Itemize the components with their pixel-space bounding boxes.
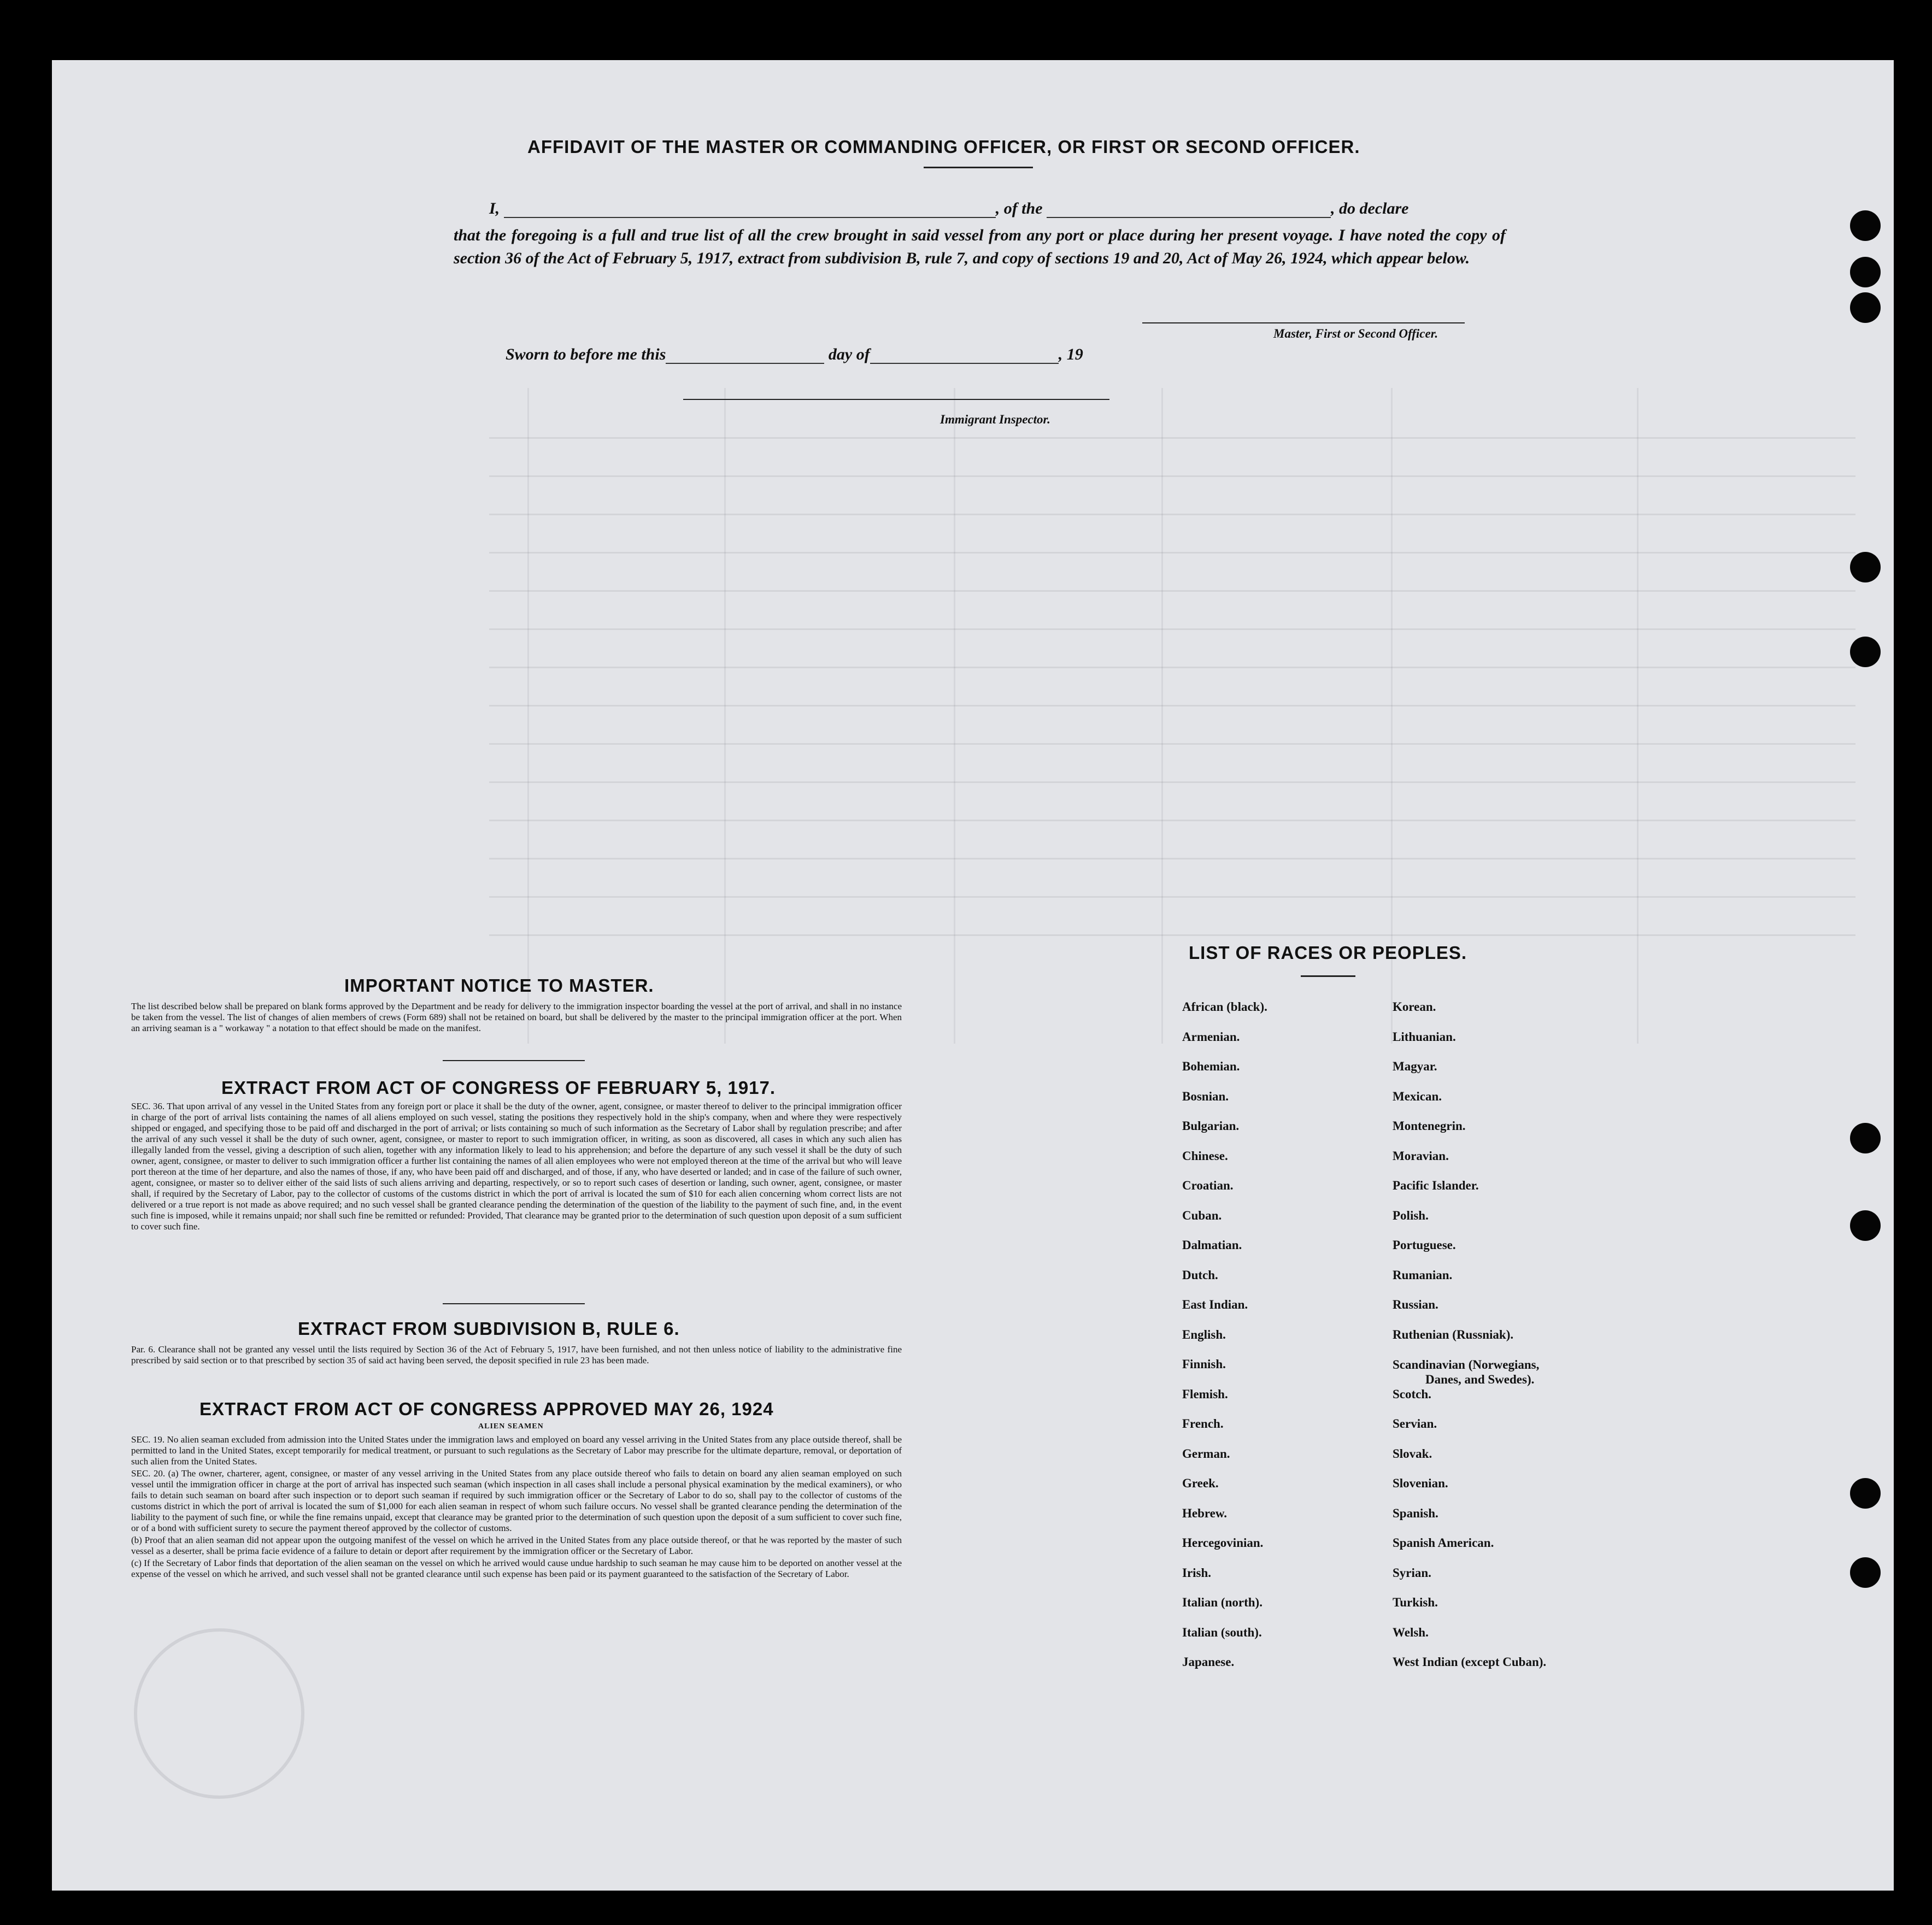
- extract-1924-subtitle: ALIEN SEAMEN: [478, 1422, 544, 1430]
- affidavit-declare-line: [489, 199, 1506, 218]
- race-item: Mexican.: [1393, 1089, 1442, 1103]
- race-item: Croatian.: [1182, 1179, 1234, 1192]
- punch-hole: [1850, 1123, 1881, 1153]
- punch-hole: [1850, 1210, 1881, 1241]
- sec-20b: (b) Proof that an alien seaman did not appear upon the outgoing manifest of the vessel on which he arrived in the United States from any place outside thereof, or that he was reported by the master of such vessel as a deserter, shall be prima facie evidence of a failure to detain or deport after requirement by the immigration officer or the Secretary of Labor.: [131, 1535, 902, 1556]
- punch-hole: [1850, 552, 1881, 582]
- affidavit-declare: , do declare: [1331, 199, 1409, 217]
- bleed-through-ghost: [52, 60, 1894, 1891]
- race-item: Greek.: [1182, 1476, 1219, 1490]
- sworn-day-of: day of: [828, 345, 870, 363]
- race-item: Irish.: [1182, 1565, 1212, 1580]
- extract-1917-title: EXTRACT FROM ACT OF CONGRESS OF FEBRUARY 5, 1917.: [221, 1078, 776, 1098]
- race-item: Syrian.: [1393, 1565, 1431, 1580]
- affidavit-title: AFFIDAVIT OF THE MASTER OR COMMANDING OFFICER, OR FIRST OR SECOND OFFICER.: [527, 137, 1360, 157]
- punch-hole: [1850, 210, 1881, 241]
- race-item: Bulgarian.: [1182, 1119, 1240, 1133]
- race-item: Slovenian.: [1393, 1476, 1448, 1490]
- sec-20a: SEC. 20. (a) The owner, charterer, agent, consignee, or master of any vessel arriving in the United States from any place outside thereof who fails to detain on board any alien seaman employed on such vessel until the immigration officer in charge at the port of arrival has inspected such seaman (which inspection in all cases shall include a personal physical examination by the medical examiners), or who fails to detain such seaman on board after such inspection or to deport such seaman if required by such immigration officer or the Secretary of Labor to do so, shall pay to the collector of customs of the customs district in which the port of arrival is located the sum of $1,000 for each alien seaman in respect of whom such failure occurs. No vessel shall be granted clearance pending the determination of the liability to the payment of such fine, or while the fine remains unpaid, except that clearance may be granted prior to the determination of such question upon the deposit of a sum sufficient to cover such fine, or of a bond with sufficient surety to secure the payment thereof approved by the collector of customs.: [131, 1468, 902, 1533]
- race-item: Slovak.: [1393, 1446, 1432, 1461]
- punch-hole: [1850, 1557, 1881, 1588]
- race-item: Russian.: [1393, 1298, 1438, 1311]
- extract-1924-text: [131, 1434, 902, 1581]
- master-signature-line: [1142, 322, 1465, 323]
- race-item-scandinavian-cont: Danes, and Swedes).: [1425, 1373, 1535, 1386]
- race-item-scandinavian: Scandinavian (Norwegians,: [1393, 1358, 1540, 1371]
- race-item: Korean.: [1393, 1000, 1436, 1014]
- punch-hole: [1850, 292, 1881, 323]
- divider: [443, 1060, 585, 1061]
- races-title: LIST OF RACES OR PEOPLES.: [1189, 943, 1467, 963]
- punch-hole: [1850, 1478, 1881, 1509]
- race-item: Turkish.: [1393, 1596, 1438, 1609]
- race-item: Italian (south).: [1182, 1625, 1262, 1639]
- extract-rule-text: Par. 6. Clearance shall not be granted any vessel until the lists required by Section 36 of the Act of February 5, 1917, have been furnished, and not then unless notice of liability to the administrative fine prescribed by said section or to that prescribed by section 35 of said act having been served, the deposit specified in rule 23 has been made.: [131, 1344, 902, 1365]
- race-item: Ruthenian (Russniak).: [1393, 1327, 1514, 1341]
- race-item: Dutch.: [1182, 1268, 1218, 1282]
- race-item: Rumanian.: [1393, 1268, 1453, 1282]
- sworn-year: , 19: [1058, 345, 1083, 363]
- inspector-signature-line: [683, 399, 1109, 400]
- race-item: West Indian (except Cuban).: [1393, 1655, 1547, 1669]
- race-item: Pacific Islander.: [1393, 1179, 1479, 1192]
- race-item: Hercegovinian.: [1182, 1536, 1264, 1550]
- race-item: Dalmatian.: [1182, 1238, 1242, 1252]
- race-item: [1393, 1357, 1546, 1387]
- extract-rule-title: EXTRACT FROM SUBDIVISION B, RULE 6.: [298, 1318, 680, 1339]
- race-item: English.: [1182, 1327, 1226, 1341]
- notice-title: IMPORTANT NOTICE TO MASTER.: [344, 975, 654, 996]
- race-item: Bosnian.: [1182, 1089, 1229, 1103]
- race-item: Hebrew.: [1182, 1506, 1227, 1520]
- extract-1924-title: EXTRACT FROM ACT OF CONGRESS APPROVED MAY 26, 1924: [199, 1399, 774, 1419]
- punch-hole: [1850, 637, 1881, 667]
- affidavit-body: that the foregoing is a full and true list of all the crew brought in said vessel from any port or place during her present voyage. I have noted the copy of section 36 of the Act of February 5, 1917, extract from subdivision B, rule 7, and copy of sections 19 and 20, Act of May 26, 1924, which appear below.: [454, 226, 1506, 267]
- race-item: Finnish.: [1182, 1357, 1226, 1371]
- embossed-seal: [134, 1628, 304, 1799]
- race-item: Servian.: [1393, 1417, 1437, 1430]
- sworn-line: [506, 345, 1083, 364]
- divider: [443, 1303, 585, 1304]
- race-item: Armenian.: [1182, 1029, 1240, 1044]
- race-item: African (black).: [1182, 1000, 1267, 1014]
- affidavit-i: I,: [489, 199, 500, 217]
- race-item: Bohemian.: [1182, 1059, 1240, 1073]
- race-item: Cuban.: [1182, 1208, 1222, 1222]
- race-item: Spanish American.: [1393, 1536, 1494, 1550]
- race-item: Lithuanian.: [1393, 1029, 1456, 1044]
- punch-hole: [1850, 257, 1881, 287]
- divider: [1301, 975, 1355, 977]
- race-item: Welsh.: [1393, 1625, 1429, 1639]
- race-item: Flemish.: [1182, 1387, 1228, 1401]
- races-left-column: [1182, 1000, 1267, 1685]
- race-item: Magyar.: [1393, 1059, 1437, 1073]
- race-item: Italian (north).: [1182, 1596, 1262, 1609]
- inspector-caption: Immigrant Inspector.: [940, 413, 1050, 426]
- races-right-column: [1393, 1000, 1546, 1685]
- sworn-prefix: Sworn to before me this: [506, 345, 666, 363]
- race-item: Japanese.: [1182, 1655, 1235, 1669]
- race-item: Montenegrin.: [1393, 1119, 1466, 1133]
- race-item: German.: [1182, 1446, 1230, 1461]
- race-item: East Indian.: [1182, 1298, 1248, 1311]
- sec-19: SEC. 19. No alien seaman excluded from admission into the United States under the immigration laws and employed on board any vessel arriving in the United States from any place outside thereof, shall be permitted to land in the United States, except temporarily for medical treatment, or pursuant to such regulations as the Secretary of Labor may prescribe for the ultimate departure, removal, or deportation of such alien from the United States.: [131, 1434, 902, 1467]
- master-caption: Master, First or Second Officer.: [1273, 327, 1438, 340]
- race-item: Spanish.: [1393, 1506, 1438, 1520]
- notice-text: The list described below shall be prepared on blank forms approved by the Department and be ready for delivery to the immigration inspector boarding the vessel at the port of arrival, and shall in no instance be taken from the vessel. The list of changes of alien members of crews (Form 689) shall not be retained on board, but shall be delivered by the master to the principal immigration officer at the port. When an arriving seaman is a " workaway " a notation to that effect should be made on the manifest.: [131, 1001, 902, 1033]
- divider: [924, 167, 1033, 168]
- race-item: French.: [1182, 1417, 1224, 1430]
- race-item: Portuguese.: [1393, 1238, 1456, 1252]
- race-item: Chinese.: [1182, 1149, 1228, 1163]
- race-item: Polish.: [1393, 1208, 1429, 1222]
- affidavit-of-the: , of the: [995, 199, 1043, 217]
- extract-1917-text: SEC. 36. That upon arrival of any vessel in the United States from any foreign port or place it shall be the duty of the owner, agent, consignee, or master thereof to deliver to the principal immigration officer in charge of the port of arrival lists containing the names of all aliens employed on such vessel, stating the positions they respectively hold in the ship's company, when and where they were respectively shipped or engaged, and specifying those to be paid off and discharged in the port of arrival; or lists containing so much of such information as the Secretary of Labor shall by regulation prescribe; and after the arrival of any such vessel it shall be the duty of such owner, agent, consignee, or master to report to such immigration officer, in writing, as soon as discovered, all cases in which any such alien has illegally landed from the vessel, giving a description of such alien, together with any information likely to lead to his apprehension; and before the departure of any such vessel it shall be the duty of such owner, agent, consignee, or master to deliver to such immigration officer a further list containing the names of all alien employees who were not employed thereon at the time of the arrival but who will leave port thereon at the time of her departure, and also the names of those, if any, who have been paid off and discharged, and of those, if any, who have deserted or landed; and in case of the failure of such owner, agent, consignee, or master so to deliver either of the said lists of such aliens arriving and departing, respectively, or so to report such cases of desertion or landing, such owner, agent, consignee, or master shall, if required by the Secretary of Labor, pay to the collector of customs of the customs district in which the port of arrival is located the sum of $10 for each alien concerning whom correct lists are not delivered or a true report is not made as above required; and no such vessel shall be granted clearance pending the determination of the question of the liability to the payment of such fine, and, in the event such fine is imposed, while it remains unpaid; nor shall such fine be remitted or refunded: Provided, That clearance may be granted prior to the determination of such question upon deposit of a sum sufficient to cover such fine.: [131, 1101, 902, 1232]
- race-item: Moravian.: [1393, 1149, 1449, 1163]
- document-sheet: [52, 60, 1894, 1891]
- sec-20c: (c) If the Secretary of Labor finds that deportation of the alien seaman on the vessel on which he arrived would cause undue hardship to such seaman he may cause him to be deported on another vessel at the expense of the vessel on which he arrived, and such vessel shall not be granted clearance until such expense has been paid or its payment guaranteed to the satisfaction of the Secretary of Labor.: [131, 1558, 902, 1579]
- race-item: Scotch.: [1393, 1387, 1431, 1401]
